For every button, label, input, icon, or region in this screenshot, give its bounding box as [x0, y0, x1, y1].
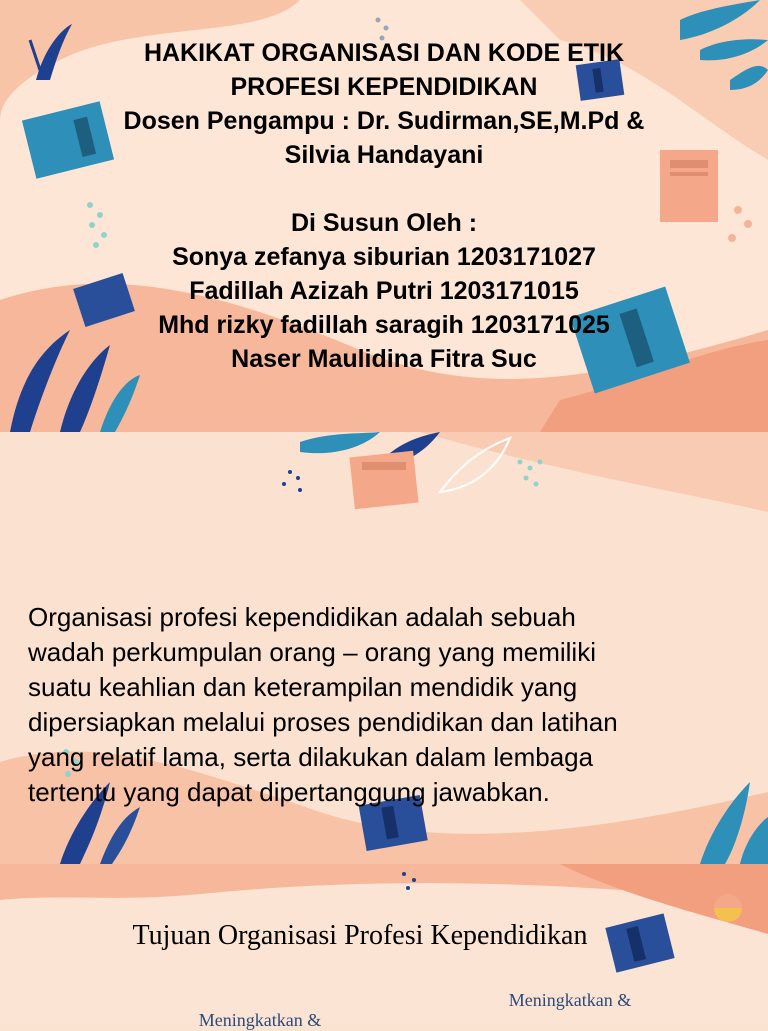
circle-icon — [714, 894, 742, 922]
title-slide — [0, 0, 768, 432]
goal-caption: Meningkatkan & — [198, 1010, 322, 1030]
paragraph-line: suatu keahlian dan keterampilan mendidik yang — [28, 672, 578, 702]
paragraph-line: wadah perkumpulan orang – orang yang memiliki — [28, 637, 596, 667]
dots-icon — [518, 460, 543, 487]
title-line: HAKIKAT ORGANISASI DAN KODE ETIK — [143, 39, 625, 67]
title-line: PROFESI KEPENDIDIKAN — [230, 73, 538, 101]
author-name: Naser Maulidina Fitra Suc — [231, 345, 537, 373]
paragraph-line: tertentu yang dapat dipertanggung jawabkan. — [28, 777, 550, 807]
paragraph-line: dipersiapkan melalui proses pendidikan dan latihan — [28, 707, 618, 737]
goal-caption: Meningkatkan & — [508, 990, 632, 1010]
author-name: Sonya zefanya siburian 1203171027 — [172, 243, 596, 271]
title-slide-text — [0, 36, 768, 376]
paragraph-line: Organisasi profesi kependidikan adalah sebuah — [28, 602, 576, 632]
goals-title: Tujuan Organisasi Profesi Kependidikan — [132, 920, 588, 951]
book-icon — [349, 451, 418, 509]
lecturer-line: Dosen Pengampu : Dr. Sudirman,SE,M.Pd & — [123, 107, 645, 135]
paragraph-line: yang relatif lama, serta dilakukan dalam lembaga — [28, 742, 594, 772]
authored-by-label: Di Susun Oleh : — [290, 209, 478, 237]
lecturer-line: Silvia Handayani — [284, 141, 484, 169]
author-name: Mhd rizky fadillah saragih 1203171025 — [158, 311, 610, 339]
definition-paragraph — [28, 600, 748, 810]
dots-icon — [282, 470, 302, 492]
author-name: Fadillah Azizah Putri 1203171015 — [189, 277, 579, 305]
